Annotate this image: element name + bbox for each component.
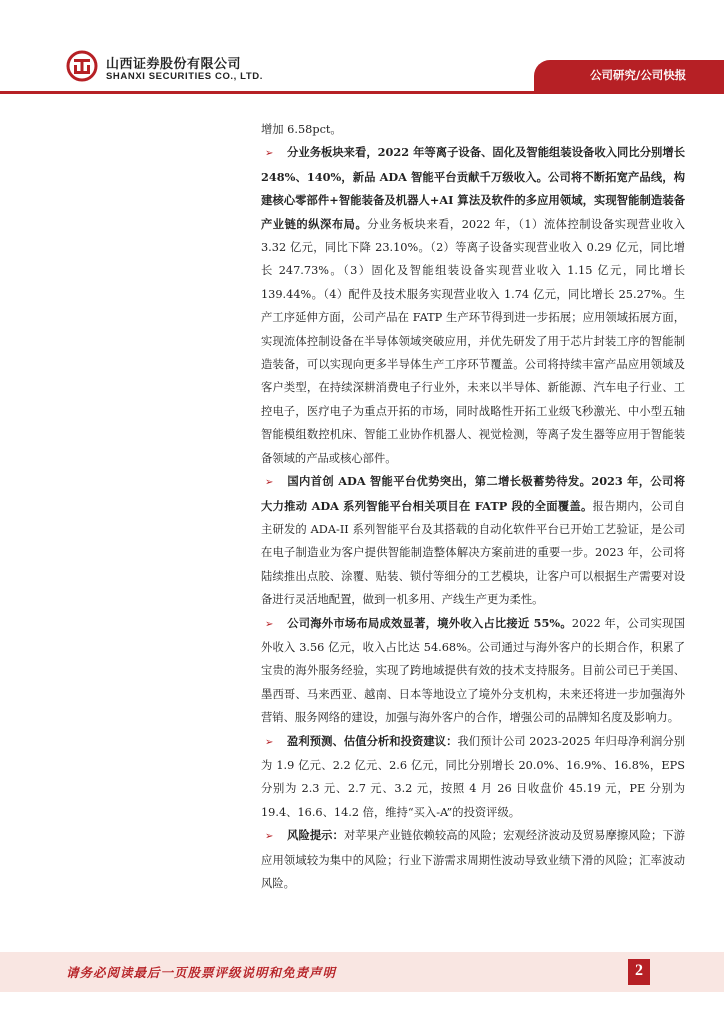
company-name-en: SHANXI SECURITIES CO., LTD.: [106, 71, 263, 82]
section-ada-platform: [261, 470, 685, 611]
page-number: 2: [635, 962, 643, 979]
report-type-label: 公司研究/公司快报: [590, 68, 687, 82]
section-segment-revenue: [261, 141, 685, 470]
section-heading: 分业务板块来看，2022 年等离子设备、固化及智能组装设备收入同比分别增长 248%、140%，新品 ADA 智能平台贡献千万级收入。公司将不断拓宽产品线，构建核心零部件+智能装备及机器人+AI 算法及软件的多应用领域，实现智能制造装备产业链的纵深布局。: [261, 145, 685, 231]
disclaimer-notice: 请务必阅读最后一页股票评级说明和免责声明: [66, 965, 337, 980]
intro-line: 增加 6.58pct。: [261, 123, 342, 136]
section-risk: [261, 824, 685, 895]
shanxi-securities-logo-icon: [66, 50, 98, 82]
bullet-arrow-icon: ➢: [265, 618, 274, 630]
report-body: [261, 118, 685, 895]
section-heading: 公司海外市场布局成效显著，境外收入占比接近 55%。: [287, 615, 572, 630]
page-header: [0, 0, 724, 100]
bullet-arrow-icon: ➢: [265, 831, 274, 843]
section-heading: 盈利预测、估值分析和投资建议：: [287, 733, 458, 748]
section-overseas-market: [261, 612, 685, 730]
section-heading: 国内首创 ADA 智能平台优势突出，第二增长极蓄势待发。2023 年，公司将大力推动 ADA 系列智能平台相关项目在 FATP 段的全面覆盖。: [261, 474, 685, 513]
bullet-arrow-icon: ➢: [265, 477, 274, 489]
company-name-cn: 山西证券股份有限公司: [106, 57, 242, 72]
report-type-tab: [534, 60, 724, 94]
page-footer: [0, 952, 724, 992]
bullet-arrow-icon: ➢: [265, 736, 274, 748]
section-text: 报告期内，公司自主研发的 ADA-II 系列智能平台及其搭载的自动化软件平台已开始工艺验证，是公司在电子制造业为客户提供智能制造整体解决方案前进的重要一步。2023 年，公司将陆续推出点胶、涂覆、贴装、锁付等细分的工艺模块，让客户可以根据生产需要对设备进行灵活地配置，做到一机多用、产线生产更为柔性。: [261, 499, 685, 607]
section-heading: 风险提示：: [287, 828, 344, 843]
section-text: 我们预计公司 2023-2025 年归母净利润分别为 1.9 亿元、2.2 亿元、2.6 亿元，同比分别增长 20.0%、16.9%、16.8%，EPS 分别为 2.3 元、2.7 元、3.2 元，按照 4 月 26 日收盘价 45.19 元，PE 分别为 19.4、16.6、14.2 倍，维持“买入-A”的投资评级。: [261, 734, 686, 819]
section-text: 对苹果产业链依赖较高的风险；宏观经济波动及贸易摩擦风险；下游应用领域较为集中的风险；行业下游需求周期性波动导致业绩下滑的风险；汇率波动风险。: [261, 829, 685, 890]
section-valuation: [261, 730, 685, 825]
section-text: 2022 年，公司实现国外收入 3.56 亿元，收入占比达 54.68%。公司通过与海外客户的长期合作，积累了宝贵的海外服务经验，实现了跨地域提供有效的技术支持服务。目前公司已于美国、墨西哥、马来西亚、越南、日本等地设立了境外分支机构，未来还将进一步加强海外营销、服务网络的建设，加强与海外客户的合作，增强公司的品牌知名度及影响力。: [261, 616, 686, 725]
bullet-arrow-icon: ➢: [265, 148, 274, 160]
page-number-box: [628, 959, 650, 985]
section-text: 分业务板块来看，2022 年，（1）流体控制设备实现营业收入 3.32 亿元，同比下降 23.10%。（2）等离子设备实现营业收入 0.29 亿元，同比增长 247.73%。（3）固化及智能组装设备实现营业收入 1.15 亿元，同比增长 139.44%。（4）配件及技术服务实现营业收入 1.74 亿元，同比增长 25.27%。生产工序延伸方面，公司产品在 FATP 生产环节得到进一步拓展；应用领域拓展方面，实现流体控制设备在半导体领域突破应用，并优先研发了用于芯片封装工序的智能制造装备，可以实现向更多半导体生产工序环节覆盖。公司将持续丰富产品应用领域及客户类型，在持续深耕消费电子行业外，未来以半导体、新能源、汽车电子行业、工控电子，医疗电子为重点开拓的市场，同时战略性开拓工业级飞秒激光、中小型五轴智能模组数控机床、智能工业协作机器人、视觉检测，等离子发生器等应用于智能装备领域的产品或核心部件。: [261, 217, 685, 465]
